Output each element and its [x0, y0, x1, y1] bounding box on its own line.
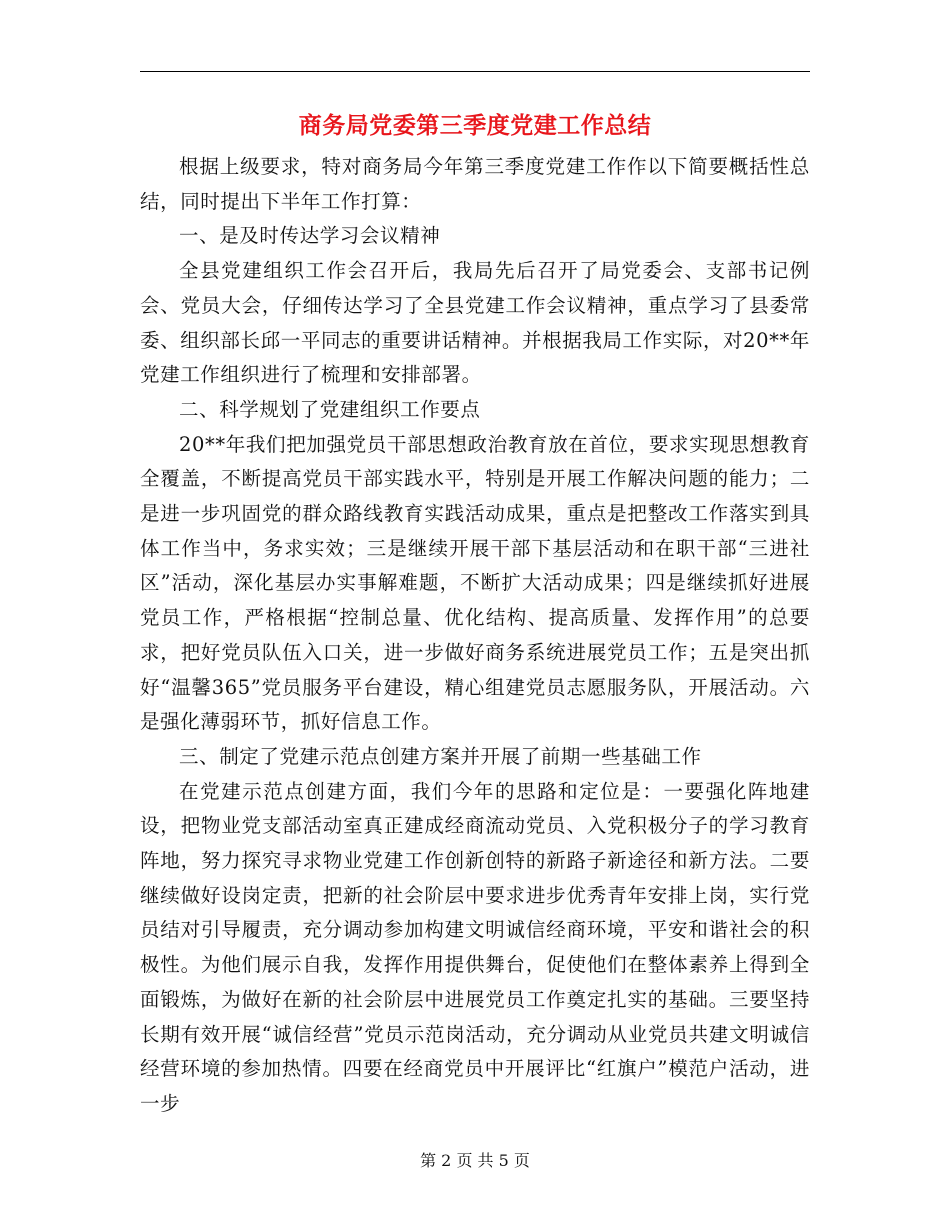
document-body	[140, 150, 810, 1122]
intro-paragraph: 根据上级要求，特对商务局今年第三季度党建工作作以下简要概括性总结，同时提出下半年工作打算：	[140, 155, 810, 213]
section-2-paragraph: 20**年我们把加强党员干部思想政治教育放在首位，要求实现思想教育全覆盖，不断提高党员干部实践水平，特别是开展工作解决问题的能力；二是进一步巩固党的群众路线教育实践活动成果，重点是把整改工作落实到具体工作当中，务求实效；三是继续开展干部下基层活动和在职干部“三进社区”活动，深化基层办实事解难题，不断扩大活动成果；四是继续抓好进展党员工作，严格根据“控制总量、优化结构、提高质量、发挥作用”的总要求，把好党员队伍入口关，进一步做好商务系统进展党员工作；五是突出抓好“温馨365”党员服务平台建设，精心组建党员志愿服务队，开展活动。六是强化薄弱环节，抓好信息工作。	[140, 432, 810, 734]
section-heading-1: 一、是及时传达学习会议精神	[179, 224, 441, 248]
section-heading-3: 三、制定了党建示范点创建方案并开展了前期一些基础工作	[179, 744, 702, 768]
page-footer	[0, 1150, 950, 1172]
page-number-label: 第 2 页 共 5 页	[420, 1151, 530, 1170]
section-3-paragraph: 在党建示范点创建方面，我们今年的思路和定位是：一要强化阵地建设，把物业党支部活动室真正建成经商流动党员、入党积极分子的学习教育阵地，努力探究寻求物业党建工作创新创特的新路子新途径和新方法。二要继续做好设岗定责，把新的社会阶层中要求进步优秀青年安排上岗，实行党员结对引导履责，充分调动参加构建文明诚信经商环境，平安和谐社会的积极性。为他们展示自我，发挥作用提供舞台，促使他们在整体素养上得到全面锻炼，为做好在新的社会阶层中进展党员工作奠定扎实的基础。三要坚持长期有效开展“诚信经营”党员示范岗活动，充分调动从业党员共建文明诚信经营环境的参加热情。四要在经商党员中开展评比“红旗户”模范户活动，进一步	[140, 779, 810, 1115]
section-1-paragraph: 全县党建组织工作会召开后，我局先后召开了局党委会、支部书记例会、党员大会，仔细传达学习了全县党建工作会议精神，重点学习了县委常委、组织部长邱一平同志的重要讲话精神。并根据我局工作实际，对20**年党建工作组织进行了梳理和安排部署。	[140, 259, 810, 387]
header-rule	[140, 71, 810, 72]
section-heading-2: 二、科学规划了党建组织工作要点	[179, 397, 481, 421]
document-title: 商务局党委第三季度党建工作总结	[298, 112, 652, 139]
